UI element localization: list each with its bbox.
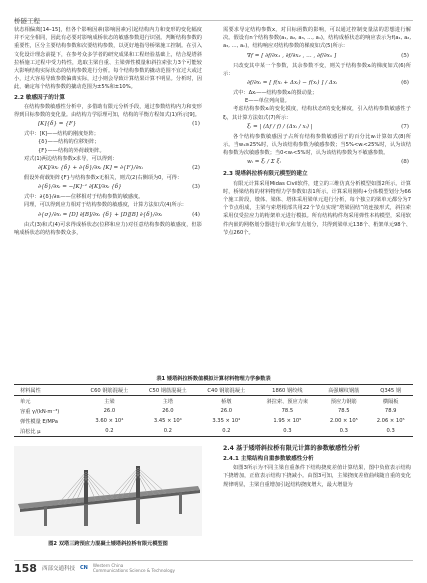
table-row	[14, 396, 413, 407]
table-row	[14, 406, 413, 416]
table-cell: 容重 γ/(kN·m⁻³)	[20, 408, 60, 415]
table-caption: 表1 矮塔斜拉桥数值模拟计算材料物理力学参数表	[156, 376, 271, 382]
paragraph: E——单位列向量。	[245, 98, 290, 105]
table-cell: 主塔	[162, 398, 174, 405]
table-header: 高强螺纹钢筋	[328, 387, 360, 394]
table-cell: 弹性模量 E/MPa	[20, 418, 58, 425]
equation: ∂f/∂xᵢ = [ f(xᵢ + Δxᵢ) − f(xᵢ) ] / Δxᵢ (6)	[247, 80, 409, 87]
paragraph: 由式(3)和式(4)可求得成桥状态(位移和应力)对任意结构参数的敏感度，但影响成桥状态的结构参数众多，	[14, 221, 202, 236]
paragraph: 需要求导定结构参数x，对目标函数的影响，可以通过控制变量法的思想进行解决。假设有n个结构参数(a₁, a₂, a₃, …, aₙ)，结构成桥状态的响应表示为f(a₁, a₂, a₃, …, aₙ)，结构响应对结构参数的梯度如式(5)所示：	[223, 27, 411, 50]
table-cell: 斜拉索、预应力束	[266, 398, 309, 405]
table-header: C50 钢筋混凝土	[148, 387, 187, 394]
paragraph: 式中：Δxᵢ——结构参数xᵢ的摄动量；	[233, 90, 318, 97]
figure-caption: 图2 双塔三跨预应力混凝土矮塔斜拉桥有限元模型图	[48, 541, 168, 547]
table-cell: 2.00 × 10⁵	[329, 418, 358, 424]
paragraph: 式中：∂{δ}/∂xᵢ——位移相对于结构参数的敏感度。	[24, 194, 144, 201]
table-cell: 2.06 × 10⁵	[376, 418, 405, 424]
table-header: 1860 钢绞线	[272, 387, 303, 394]
page-footer	[14, 560, 413, 575]
page-header	[14, 8, 413, 25]
header-section: 桥隧工程	[14, 17, 40, 25]
bridge-model-figure	[14, 446, 202, 536]
table-header: C60 钢筋混凝土	[90, 387, 129, 394]
subsection-heading: 2.4.1 主梁结构自重参数敏感性分析	[223, 456, 314, 462]
table-cell: 78.5	[337, 408, 350, 414]
paragraph: 式中：[K]——结构的刚度矩阵；	[24, 131, 99, 138]
table-cell: 1.95 × 10⁵	[273, 418, 302, 424]
table-cell: 0.3	[386, 428, 395, 434]
section-2-4	[223, 444, 411, 489]
table-cell: 0.2	[163, 428, 172, 434]
material-table	[14, 384, 413, 437]
paragraph: 如图3所示为不同主梁自重条件下结构挠度差值计算结果，图中负值表示结构下挠增加，正值表示结构下挠减小。由图3可知，主梁挠度差值曲线随自重的变化规律明显，主梁自重增加引起结构挠度增大，最大增量为	[223, 465, 411, 488]
paragraph: {F}——结构的外荷载矩阵。	[38, 147, 105, 154]
equation: [K]{δ} = {F} (1)	[38, 121, 200, 128]
paragraph: 考虑结构参数xᵢ的变化摸度，结构状态f的变化梯度，引入结构参数敏感性子ξᵢ，其计算方法如式(7)所示：	[223, 106, 411, 121]
paragraph: 假设外荷载矩阵{F}与结构参数x无相关，则式(2)右侧项为0，可得：	[24, 175, 183, 182]
paragraph: 在结构参数敏感性分析中，多借助有限元分析手段，通过参数结构内力和变形得到目标参数的变化量。由结构力学原理可知，结构的平衡方程如式(1)所示[9]。	[14, 103, 202, 119]
table-cell: 横隔板	[382, 398, 399, 405]
table-cell: 78.5	[281, 408, 294, 414]
table-cell: 78.9	[384, 408, 397, 414]
paragraph: {δ}——结构的位移矩阵；	[38, 139, 100, 146]
table-cell: 26.0	[103, 408, 116, 414]
right-column	[223, 26, 411, 237]
paragraph: 状态相偏离[14–15]，但各个影响因素(影响因素)引起结构内力和变形的变化幅度并不完全相同，因此有必要对影响成桥状态的敏感参数进行识别。判断结构参数的重要性，区分主要结构参数和次要结构参数，以更好地指导桥梁施工控制。在引入文化设计理念前提下，在参考众多学者的研究成果和工程经验基础上，结合堤塔斜拉桥施工过程中受力特性，选取主梁自重、主梁弹性模量和斜拉索张力3个可能较大影响结构实际状态的结构参数进行分析。每个结构参数的撬动范围不宜过大或过小，过大容易导致参数偏离实际，过小则会导致计算结果计算不明显。分析时，因此，确定每个结构参数的撬动范围为±5%和±10%。	[14, 27, 202, 91]
paragraph: 同理，可以得到应力相对于结构参数的敏感度，计算方法如式(4)所示：	[24, 202, 187, 209]
table-header: 材料属性	[20, 387, 41, 394]
table-cell: 单元	[20, 398, 31, 405]
section-heading: 2.3 堤塔斜拉桥有限元模型的建立	[223, 171, 308, 178]
table-cell: 26.0	[220, 408, 233, 414]
journal-logo-icon: CN	[79, 565, 88, 571]
table-header-row	[14, 385, 413, 396]
equation: wᵢ = ξᵢ / Σ ξᵢ (8)	[247, 159, 409, 166]
table-cell: 26.0	[162, 408, 174, 414]
table-cell: 0.2	[222, 428, 231, 434]
table-cell: 桥墩	[221, 398, 232, 405]
table-cell: 主梁	[104, 398, 115, 405]
table-row	[14, 416, 413, 426]
journal-name-en: Western China Communications Science & Technology	[92, 563, 175, 573]
table-cell: 预应力钢筋	[330, 398, 357, 405]
paragraph: 各个结构参数敏感因子占所有结构参数敏感因子的百分比wᵢ计算如式(8)所示。当w₁≥25%时，认为该结构参数为敏感参数；当5%<wᵢ<25%时，认为该结构参数为次敏感参数；当0<wᵢ<5%时，认为该结构参数为不敏感参数。	[223, 133, 411, 157]
table-cell: 3.60 × 10⁴	[95, 418, 124, 424]
paragraph: 只改变其中某一个参数，其余参数不变，则关于结构参数xᵢ的梯度如式(6)所示：	[223, 62, 411, 77]
table-row	[14, 426, 413, 437]
equation: ∂{σ}/∂xᵢ = [D] ∂[B]/∂xᵢ {δ} + [D][B] ∂{δ}/∂xᵢ (4)	[38, 211, 200, 218]
paragraph: 对式(1)两边结构参数x求导，可以得到：	[24, 155, 118, 162]
table-header: C40 钢筋混凝土	[207, 387, 246, 394]
table-cell: 3.35 × 10⁴	[212, 418, 241, 424]
paragraph: 有限元计算采用Midas Civil软件，建立的三维仿真分析模型如图2所示。计算时，桥梁结构的材料物理力学参数如表1所示。计算采用刚构+分体模型划分为66个施工阶段，墩体、梁体、塔体采用梁单元进行分析，每个独立的梁单元都分为7个节点组成，主梁与索塔根部共用22个节点实现“塔梁固结”的连接形式，斜拉索采用仅受拉应力的桁架单元进行模拟。所有结构构件均采用弹性本构模型，采用软件内嵌的网格划分器进行单元和节点划分，共得到梁单元138个、桁架单元98个、节点260个。	[223, 180, 411, 236]
bridge-model-illustration	[14, 446, 202, 536]
table-cell: 0.3	[283, 428, 292, 434]
equation: ∇f = [ ∂f/∂x₁ , ∂f/∂x₂ , … , ∂f/∂xₙ ] (5)	[247, 52, 409, 59]
table-header: Q345 钢	[380, 387, 402, 394]
table-cell: 泊松比 μ	[20, 428, 41, 435]
section-heading: 2.4 基于矮塔斜拉桥有限元计算的参数敏感性分析	[223, 445, 360, 452]
table-cell: 0.2	[105, 428, 114, 434]
page-number: 158	[14, 561, 37, 575]
left-column	[14, 26, 202, 237]
table-cell: 0.3	[339, 428, 348, 434]
table-cell: 3.45 × 10⁴	[153, 418, 182, 424]
equation: ∂[K]/∂xᵢ {δ} + ∂{δ}/∂xᵢ [K] = ∂{F}/∂xᵢ (2)	[38, 165, 200, 172]
section-heading: 2.2 敏感因子的计算	[14, 94, 66, 101]
equation: ∂{δ}/∂xᵢ = −[K]⁻¹ ∂[K]/∂xᵢ {δ} (3)	[38, 184, 200, 191]
equation: ξᵢ = | (Δf / f) / (Δxᵢ / xᵢ) | (7)	[247, 123, 409, 130]
journal-name: 西部交通科技	[41, 566, 75, 572]
